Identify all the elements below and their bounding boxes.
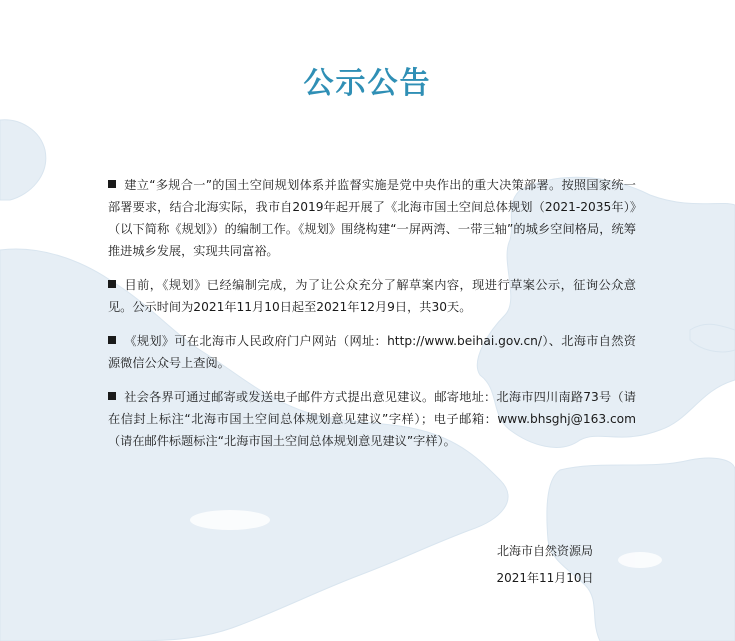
square-bullet-icon: [108, 180, 116, 188]
paragraph: [108, 386, 636, 452]
paragraph: [108, 274, 636, 318]
signature-block: [450, 540, 640, 594]
paragraph: [108, 174, 636, 262]
paragraph-text: 社会各界可通过邮寄或发送电子邮件方式提出意见建议。邮寄地址：北海市四川南路73号（请在信封上标注“北海市国土空间总体规划意见建议”字样）；电子邮箱：www.bhsghj@163.com（请在邮件标题标注“北海市国土空间总体规划意见建议”字样）。: [108, 390, 636, 448]
paragraph-text: 建立“多规合一”的国土空间规划体系并监督实施是党中央作出的重大决策部署。按照国家统一部署要求，结合北海实际，我市自2019年起开展了《北海市国土空间总体规划（2021-2035年）》（以下简称《规划》）的编制工作。《规划》围绕构建“一屏两湾、一带三轴”的城乡空间格局，统筹推进城乡发展，实现共同富裕。: [108, 178, 636, 258]
signature-date: 2021年11月10日: [496, 571, 594, 585]
square-bullet-icon: [108, 392, 116, 400]
paragraph: [108, 330, 636, 374]
announcement-body: [108, 174, 636, 464]
square-bullet-icon: [108, 280, 116, 288]
page-title: 公示公告: [303, 66, 432, 101]
signature-org: 北海市自然资源局: [496, 544, 593, 558]
paragraph-text: 《规划》可在北海市人民政府门户网站（网址：http://www.beihai.gov.cn/）、北海市自然资源微信公众号上查阅。: [108, 334, 636, 370]
square-bullet-icon: [108, 336, 116, 344]
paragraph-text: 目前，《规划》已经编制完成，为了让公众充分了解草案内容，现进行草案公示，征询公众意见。公示时间为2021年11月10日起至2021年12月9日，共30天。: [108, 278, 636, 314]
